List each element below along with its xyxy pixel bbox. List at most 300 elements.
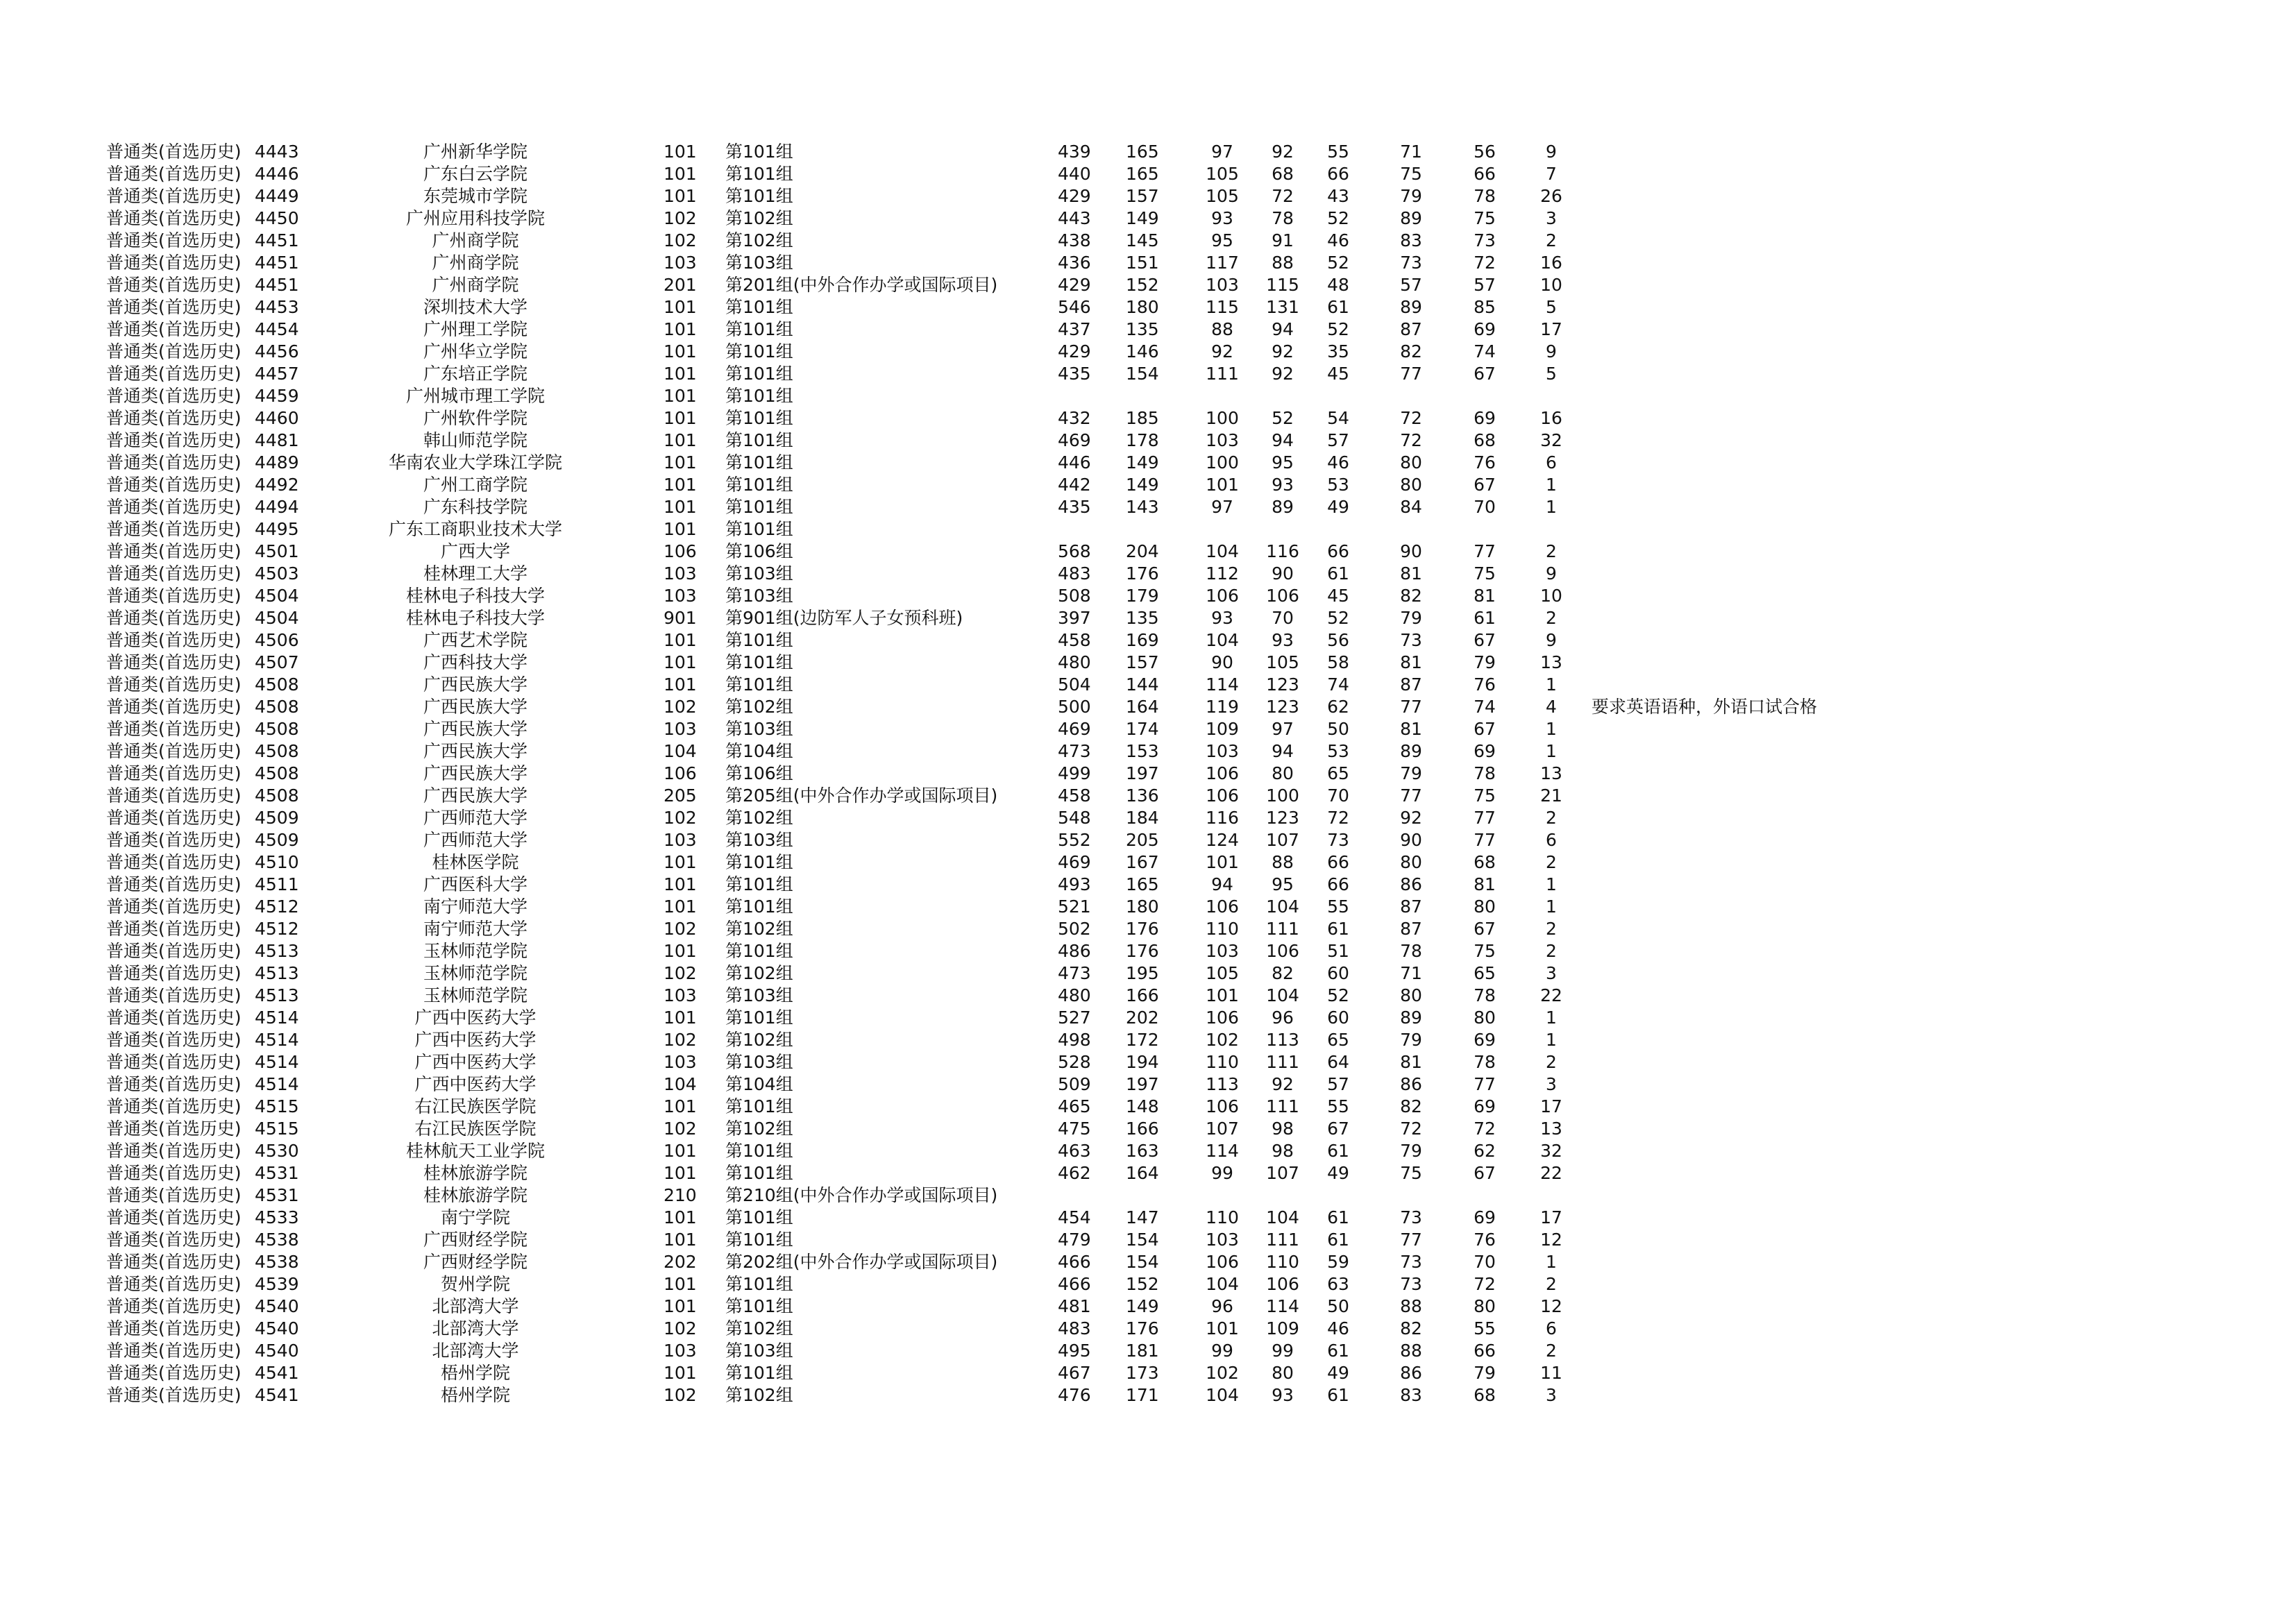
score-d-cell: 61	[1327, 1207, 1349, 1227]
score-c-cell: 82	[1272, 963, 1294, 983]
group-code-cell: 102	[664, 208, 697, 228]
group-name-cell: 第101组	[725, 652, 793, 672]
total-score-cell: 479	[1058, 1230, 1091, 1250]
score-e-cell: 81	[1400, 563, 1422, 584]
score-f-cell: 67	[1474, 1163, 1496, 1183]
score-b-cell: 95	[1211, 230, 1233, 250]
score-d-cell: 65	[1327, 763, 1349, 783]
score-a-cell: 143	[1126, 497, 1159, 517]
score-c-cell: 72	[1272, 186, 1294, 206]
total-score-cell: 476	[1058, 1385, 1091, 1405]
total-score-cell: 486	[1058, 941, 1091, 961]
score-c-cell: 104	[1266, 1207, 1299, 1227]
score-f-cell: 74	[1474, 341, 1496, 362]
score-a-cell: 136	[1126, 785, 1159, 806]
category-cell: 普通类(首选历史)	[106, 1385, 242, 1405]
count-cell: 32	[1540, 430, 1562, 450]
table-row	[0, 584, 2296, 608]
school-code-cell: 4456	[255, 341, 299, 362]
score-e-cell	[1389, 1184, 1433, 1207]
score-e-cell: 90	[1400, 830, 1422, 850]
school-name-cell: 右江民族医学院	[414, 1096, 537, 1116]
score-c-cell: 96	[1272, 1008, 1294, 1028]
score-e-cell: 88	[1400, 1296, 1422, 1316]
score-d-cell: 45	[1327, 364, 1349, 384]
school-name-cell: 贺州学院	[440, 1274, 510, 1294]
score-b-cell: 105	[1206, 963, 1239, 983]
score-e-cell: 89	[1400, 297, 1422, 317]
score-a-cell: 169	[1126, 630, 1159, 650]
score-f-cell: 65	[1474, 963, 1496, 983]
score-a-cell: 157	[1126, 652, 1159, 672]
score-d-cell: 54	[1327, 408, 1349, 428]
score-b-cell: 116	[1206, 808, 1239, 828]
total-score-cell: 552	[1058, 830, 1091, 850]
total-score-cell: 436	[1058, 253, 1091, 273]
total-score-cell: 480	[1058, 985, 1091, 1005]
group-code-cell: 101	[664, 430, 697, 450]
category-cell: 普通类(首选历史)	[106, 852, 242, 872]
school-name-cell: 广西中医药大学	[414, 1008, 537, 1028]
count-cell: 12	[1540, 1296, 1562, 1316]
school-code-cell: 4512	[255, 897, 299, 917]
score-d-cell: 55	[1327, 897, 1349, 917]
remark-cell: 要求英语语种，外语口试合格	[1592, 697, 1818, 717]
score-b-cell: 94	[1211, 874, 1233, 894]
school-name-cell: 右江民族医学院	[414, 1119, 537, 1139]
score-d-cell: 66	[1327, 874, 1349, 894]
table-row	[0, 629, 2296, 652]
score-e-cell: 75	[1400, 1163, 1422, 1183]
count-cell: 6	[1546, 1318, 1557, 1339]
score-a-cell: 176	[1126, 941, 1159, 961]
group-name-cell: 第102组	[725, 808, 793, 828]
score-c-cell: 78	[1272, 208, 1294, 228]
count-cell: 16	[1540, 408, 1562, 428]
school-code-cell: 4509	[255, 830, 299, 850]
score-f-cell: 76	[1474, 1230, 1496, 1250]
category-cell: 普通类(首选历史)	[106, 1052, 242, 1072]
school-name-cell: 华南农业大学珠江学院	[388, 452, 562, 473]
school-name-cell: 北部湾大学	[432, 1296, 519, 1316]
count-cell: 2	[1546, 808, 1557, 828]
score-d-cell: 60	[1327, 1008, 1349, 1028]
school-name-cell: 广西财经学院	[423, 1252, 527, 1272]
score-e-cell: 87	[1400, 674, 1422, 695]
school-name-cell: 韩山师范学院	[423, 430, 527, 450]
category-cell: 普通类(首选历史)	[106, 586, 242, 606]
score-f-cell: 75	[1474, 563, 1496, 584]
group-name-cell: 第103组	[725, 586, 793, 606]
count-cell: 3	[1546, 1385, 1557, 1405]
score-a-cell: 166	[1126, 1119, 1159, 1139]
score-f-cell: 79	[1474, 652, 1496, 672]
count-cell: 13	[1540, 652, 1562, 672]
group-code-cell: 101	[664, 386, 697, 406]
count-cell: 2	[1546, 1341, 1557, 1361]
school-name-cell: 广西民族大学	[423, 785, 527, 806]
score-f-cell	[1462, 1184, 1507, 1207]
table-row	[0, 717, 2296, 741]
count-cell: 1	[1546, 1252, 1557, 1272]
school-name-cell: 广东科技学院	[423, 497, 527, 517]
score-b-cell	[1197, 384, 1247, 408]
total-score-cell: 432	[1058, 408, 1091, 428]
school-code-cell: 4443	[255, 142, 299, 162]
school-code-cell: 4514	[255, 1030, 299, 1050]
group-name-cell: 第101组	[725, 164, 793, 184]
total-score-cell: 499	[1058, 763, 1091, 783]
score-e-cell: 79	[1400, 1030, 1422, 1050]
category-cell: 普通类(首选历史)	[106, 897, 242, 917]
score-c-cell: 93	[1272, 1385, 1294, 1405]
score-f-cell: 67	[1474, 919, 1496, 939]
school-code-cell: 4533	[255, 1207, 299, 1227]
score-e-cell: 77	[1400, 1230, 1422, 1250]
school-code-cell: 4515	[255, 1096, 299, 1116]
score-d-cell: 46	[1327, 1318, 1349, 1339]
score-b-cell: 101	[1206, 852, 1239, 872]
group-name-cell: 第101组	[725, 142, 793, 162]
school-code-cell: 4513	[255, 963, 299, 983]
score-a-cell: 171	[1126, 1385, 1159, 1405]
school-name-cell: 南宁学院	[440, 1207, 510, 1227]
school-name-cell: 广西民族大学	[423, 741, 527, 761]
total-score-cell: 475	[1058, 1119, 1091, 1139]
category-cell: 普通类(首选历史)	[106, 275, 242, 295]
category-cell: 普通类(首选历史)	[106, 164, 242, 184]
count-cell: 4	[1546, 697, 1557, 717]
table-row	[0, 740, 2296, 763]
school-name-cell: 广东白云学院	[423, 164, 527, 184]
score-d-cell: 46	[1327, 452, 1349, 473]
score-b-cell: 110	[1206, 919, 1239, 939]
score-d-cell: 49	[1327, 1163, 1349, 1183]
count-cell: 17	[1540, 1096, 1562, 1116]
table-row	[0, 162, 2296, 186]
group-code-cell: 103	[664, 586, 697, 606]
category-cell: 普通类(首选历史)	[106, 630, 242, 650]
table-row	[0, 829, 2296, 852]
score-f-cell: 75	[1474, 208, 1496, 228]
score-c-cell: 123	[1266, 697, 1299, 717]
score-d-cell: 57	[1327, 430, 1349, 450]
school-name-cell: 桂林电子科技大学	[405, 586, 545, 606]
score-a-cell: 176	[1126, 1318, 1159, 1339]
total-score-cell: 493	[1058, 874, 1091, 894]
score-c-cell: 95	[1272, 874, 1294, 894]
total-score-cell: 548	[1058, 808, 1091, 828]
score-e-cell: 82	[1400, 586, 1422, 606]
table-row	[0, 518, 2296, 541]
school-code-cell: 4494	[255, 497, 299, 517]
count-cell: 11	[1540, 1363, 1562, 1383]
score-e-cell: 82	[1400, 1096, 1422, 1116]
score-f-cell: 85	[1474, 297, 1496, 317]
school-code-cell: 4514	[255, 1052, 299, 1072]
score-e-cell: 73	[1400, 630, 1422, 650]
score-e-cell: 81	[1400, 652, 1422, 672]
group-name-cell: 第101组	[725, 497, 793, 517]
school-name-cell: 广西民族大学	[423, 674, 527, 695]
group-code-cell: 101	[664, 497, 697, 517]
score-b-cell: 101	[1206, 475, 1239, 495]
score-b-cell	[1197, 1184, 1247, 1207]
score-b-cell: 106	[1206, 763, 1239, 783]
score-c-cell: 99	[1272, 1341, 1294, 1361]
score-b-cell: 104	[1206, 630, 1239, 650]
table-row	[0, 1051, 2296, 1074]
score-e-cell: 83	[1400, 1385, 1422, 1405]
score-a-cell: 180	[1126, 297, 1159, 317]
score-f-cell: 78	[1474, 186, 1496, 206]
total-score-cell: 469	[1058, 852, 1091, 872]
score-a-cell: 204	[1126, 541, 1159, 561]
school-name-cell: 广西民族大学	[423, 697, 527, 717]
score-c-cell: 107	[1266, 1163, 1299, 1183]
school-code-cell: 4540	[255, 1296, 299, 1316]
score-c-cell: 110	[1266, 1252, 1299, 1272]
count-cell: 1	[1546, 1030, 1557, 1050]
score-a-cell: 147	[1126, 1207, 1159, 1227]
score-e-cell: 72	[1400, 1119, 1422, 1139]
score-e-cell: 87	[1400, 897, 1422, 917]
total-score-cell: 469	[1058, 430, 1091, 450]
score-a-cell: 174	[1126, 719, 1159, 739]
score-e-cell	[1389, 518, 1433, 541]
category-cell: 普通类(首选历史)	[106, 1030, 242, 1050]
group-name-cell: 第201组(中外合作办学或国际项目)	[725, 275, 998, 295]
total-score-cell: 454	[1058, 1207, 1091, 1227]
count-cell: 2	[1546, 230, 1557, 250]
score-b-cell: 119	[1206, 697, 1239, 717]
table-row	[0, 296, 2296, 319]
score-d-cell: 64	[1327, 1052, 1349, 1072]
table-row	[0, 1006, 2296, 1030]
score-c-cell: 93	[1272, 630, 1294, 650]
count-cell: 6	[1546, 452, 1557, 473]
group-name-cell: 第101组	[725, 1008, 793, 1028]
school-code-cell: 4541	[255, 1363, 299, 1383]
table-row	[0, 1117, 2296, 1141]
score-a-cell: 179	[1126, 586, 1159, 606]
score-c-cell: 88	[1272, 253, 1294, 273]
score-b-cell: 88	[1211, 319, 1233, 339]
count-cell: 21	[1540, 785, 1562, 806]
school-name-cell: 梧州学院	[440, 1385, 510, 1405]
group-code-cell: 101	[664, 1363, 697, 1383]
school-name-cell: 北部湾大学	[432, 1318, 519, 1339]
score-b-cell: 92	[1211, 341, 1233, 362]
count-cell: 2	[1546, 1274, 1557, 1294]
count-cell: 7	[1546, 164, 1557, 184]
group-code-cell: 201	[664, 275, 697, 295]
group-code-cell: 901	[664, 608, 697, 628]
score-d-cell	[1316, 1184, 1360, 1207]
total-score-cell: 473	[1058, 741, 1091, 761]
score-d-cell: 63	[1327, 1274, 1349, 1294]
score-e-cell: 87	[1400, 919, 1422, 939]
score-c-cell: 131	[1266, 297, 1299, 317]
score-b-cell: 90	[1211, 652, 1233, 672]
score-a-cell: 202	[1126, 1008, 1159, 1028]
score-d-cell: 58	[1327, 652, 1349, 672]
group-code-cell: 102	[664, 1318, 697, 1339]
score-c-cell: 123	[1266, 674, 1299, 695]
score-a-cell: 165	[1126, 164, 1159, 184]
table-row	[0, 1228, 2296, 1252]
school-code-cell: 4509	[255, 808, 299, 828]
score-c-cell: 92	[1272, 142, 1294, 162]
category-cell: 普通类(首选历史)	[106, 519, 242, 539]
score-d-cell	[1316, 518, 1360, 541]
score-f-cell: 73	[1474, 230, 1496, 250]
school-code-cell: 4504	[255, 586, 299, 606]
group-code-cell: 101	[664, 452, 697, 473]
school-code-cell: 4450	[255, 208, 299, 228]
total-score-cell: 458	[1058, 785, 1091, 806]
school-name-cell: 桂林航天工业学院	[405, 1141, 545, 1161]
score-d-cell: 61	[1327, 1230, 1349, 1250]
score-e-cell: 57	[1400, 275, 1422, 295]
group-name-cell: 第106组	[725, 763, 793, 783]
group-name-cell: 第101组	[725, 852, 793, 872]
school-code-cell: 4541	[255, 1385, 299, 1405]
group-name-cell: 第103组	[725, 1341, 793, 1361]
score-a-cell: 166	[1126, 985, 1159, 1005]
school-name-cell: 桂林电子科技大学	[405, 608, 545, 628]
group-name-cell: 第102组	[725, 230, 793, 250]
category-cell: 普通类(首选历史)	[106, 230, 242, 250]
total-score-cell: 473	[1058, 963, 1091, 983]
score-c-cell: 106	[1266, 586, 1299, 606]
total-score-cell: 504	[1058, 674, 1091, 695]
table-row	[0, 762, 2296, 785]
group-name-cell: 第102组	[725, 697, 793, 717]
score-b-cell: 101	[1206, 985, 1239, 1005]
table-row	[0, 962, 2296, 985]
score-c-cell: 94	[1272, 430, 1294, 450]
table-row	[0, 606, 2296, 630]
score-a-cell: 153	[1126, 741, 1159, 761]
score-f-cell: 80	[1474, 1296, 1496, 1316]
school-code-cell: 4504	[255, 608, 299, 628]
score-c-cell: 111	[1266, 1230, 1299, 1250]
score-b-cell: 93	[1211, 608, 1233, 628]
score-a-cell: 176	[1126, 919, 1159, 939]
group-name-cell: 第101组	[725, 1163, 793, 1183]
group-code-cell: 101	[664, 1163, 697, 1183]
score-b-cell: 101	[1206, 1318, 1239, 1339]
school-code-cell: 4514	[255, 1008, 299, 1028]
table-row	[0, 1339, 2296, 1363]
score-a-cell: 194	[1126, 1052, 1159, 1072]
score-f-cell: 75	[1474, 941, 1496, 961]
school-code-cell: 4511	[255, 874, 299, 894]
score-e-cell: 82	[1400, 1318, 1422, 1339]
count-cell	[1529, 1184, 1573, 1207]
score-c-cell: 98	[1272, 1119, 1294, 1139]
score-f-cell	[1462, 384, 1507, 408]
score-d-cell: 43	[1327, 186, 1349, 206]
group-name-cell: 第104组	[725, 1074, 793, 1094]
total-score-cell: 500	[1058, 697, 1091, 717]
group-name-cell: 第101组	[725, 341, 793, 362]
score-d-cell: 61	[1327, 1385, 1349, 1405]
score-a-cell: 180	[1126, 897, 1159, 917]
group-code-cell: 102	[664, 963, 697, 983]
group-code-cell: 101	[664, 1207, 697, 1227]
group-name-cell: 第101组	[725, 475, 793, 495]
score-b-cell: 103	[1206, 430, 1239, 450]
score-c-cell: 100	[1266, 785, 1299, 806]
score-b-cell: 115	[1206, 297, 1239, 317]
group-name-cell: 第102组	[725, 208, 793, 228]
total-score-cell: 502	[1058, 919, 1091, 939]
count-cell: 10	[1540, 586, 1562, 606]
group-name-cell: 第103组	[725, 985, 793, 1005]
score-a-cell: 178	[1126, 430, 1159, 450]
group-code-cell: 104	[664, 1074, 697, 1094]
score-b-cell: 110	[1206, 1207, 1239, 1227]
table-row	[0, 495, 2296, 519]
score-a-cell: 157	[1126, 186, 1159, 206]
school-code-cell: 4508	[255, 785, 299, 806]
school-code-cell: 4513	[255, 941, 299, 961]
score-e-cell: 77	[1400, 785, 1422, 806]
group-name-cell: 第102组	[725, 1119, 793, 1139]
count-cell: 2	[1546, 541, 1557, 561]
score-c-cell: 95	[1272, 452, 1294, 473]
school-code-cell: 4508	[255, 719, 299, 739]
count-cell: 1	[1546, 719, 1557, 739]
group-name-cell: 第103组	[725, 719, 793, 739]
total-score-cell: 429	[1058, 186, 1091, 206]
group-name-cell: 第103组	[725, 830, 793, 850]
school-name-cell: 广州应用科技学院	[405, 208, 545, 228]
score-e-cell: 75	[1400, 164, 1422, 184]
score-d-cell: 50	[1327, 719, 1349, 739]
score-f-cell: 67	[1474, 364, 1496, 384]
school-code-cell: 4457	[255, 364, 299, 384]
school-code-cell: 4514	[255, 1074, 299, 1094]
count-cell: 2	[1546, 1052, 1557, 1072]
group-code-cell: 101	[664, 186, 697, 206]
group-code-cell: 101	[664, 897, 697, 917]
score-e-cell: 88	[1400, 1341, 1422, 1361]
score-c-cell: 104	[1266, 897, 1299, 917]
score-b-cell: 114	[1206, 674, 1239, 695]
score-f-cell: 69	[1474, 1030, 1496, 1050]
score-a-cell: 152	[1126, 1274, 1159, 1294]
score-d-cell: 35	[1327, 341, 1349, 362]
group-code-cell: 101	[664, 475, 697, 495]
score-b-cell: 100	[1206, 452, 1239, 473]
group-code-cell: 101	[664, 519, 697, 539]
score-f-cell: 80	[1474, 897, 1496, 917]
score-b-cell: 106	[1206, 586, 1239, 606]
count-cell: 9	[1546, 142, 1557, 162]
score-e-cell: 83	[1400, 230, 1422, 250]
score-c-cell: 113	[1266, 1030, 1299, 1050]
score-f-cell: 77	[1474, 541, 1496, 561]
score-a-cell: 165	[1126, 874, 1159, 894]
school-name-cell: 桂林医学院	[432, 852, 519, 872]
score-a-cell: 181	[1126, 1341, 1159, 1361]
score-f-cell: 76	[1474, 674, 1496, 695]
score-d-cell: 53	[1327, 475, 1349, 495]
school-code-cell: 4495	[255, 519, 299, 539]
